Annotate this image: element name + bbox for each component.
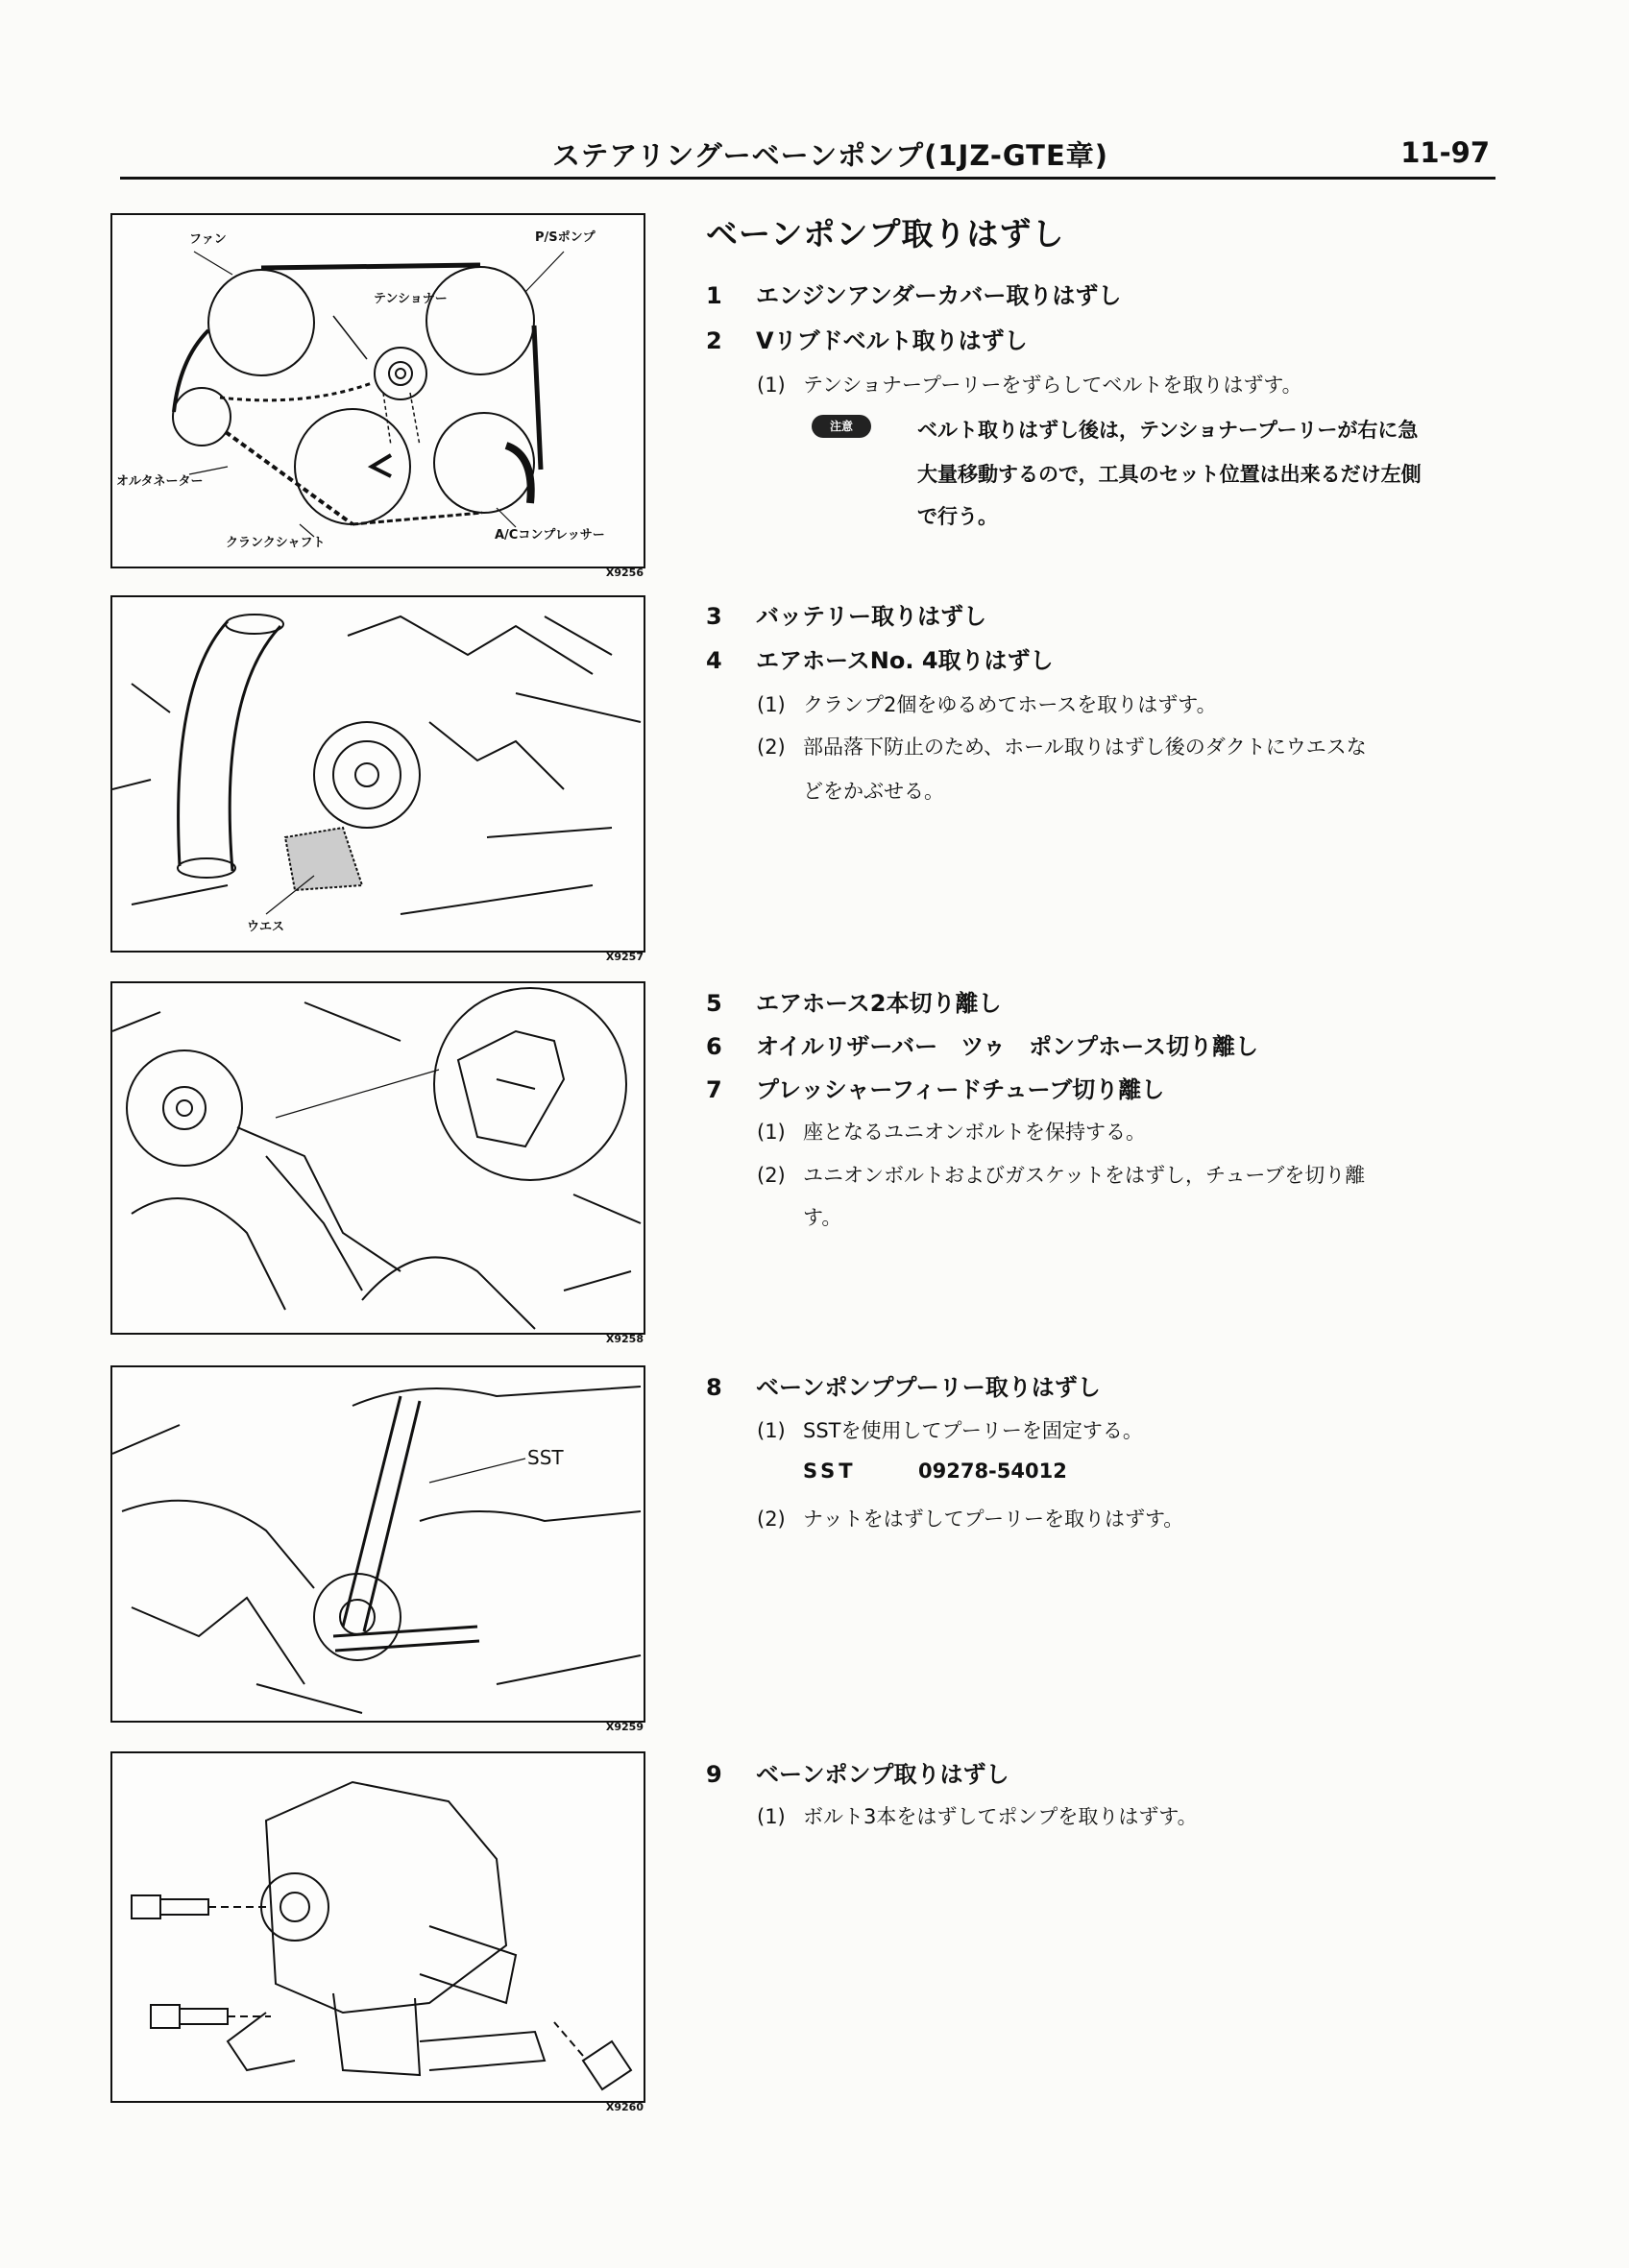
step-9 bbox=[706, 1755, 1009, 1789]
step-3 bbox=[706, 597, 986, 631]
caution-line-3: で行う。 bbox=[917, 505, 998, 528]
substep-number: (1) bbox=[757, 1805, 786, 1828]
step-text: バッテリー取りはずし bbox=[756, 603, 986, 630]
substep-8-2 bbox=[757, 1504, 1183, 1532]
figure-belt-routing bbox=[110, 213, 644, 580]
header-rule bbox=[120, 177, 1495, 180]
figure-frame bbox=[110, 595, 645, 953]
figure-frame bbox=[110, 1365, 645, 1723]
substep-8-1 bbox=[757, 1415, 1143, 1444]
caution-line-2: 大量移動するので，工具のセット位置は出来るだけ左側 bbox=[917, 463, 1422, 486]
figure-code: X9257 bbox=[605, 951, 644, 963]
step-number: 1 bbox=[706, 282, 722, 309]
page-header bbox=[120, 133, 1495, 181]
substep-text: クランプ2個をゆるめてホースを取りはずす。 bbox=[803, 693, 1217, 716]
substep-4-1 bbox=[757, 689, 1217, 718]
substep-number: (1) bbox=[757, 693, 786, 716]
section-title: ベーンポンプ取りはずし bbox=[706, 215, 1065, 253]
belt-routing-drawing bbox=[112, 215, 644, 567]
step-text: Vリブドベルト取りはずし bbox=[756, 327, 1028, 354]
sst-part-number: 09278-54012 bbox=[918, 1460, 1067, 1483]
substep-number: (2) bbox=[757, 1164, 786, 1187]
pump-removal-drawing bbox=[112, 1753, 644, 2101]
label-tensioner: テンショナー bbox=[374, 292, 448, 306]
substep-text: SSTを使用してプーリーを固定する。 bbox=[803, 1419, 1143, 1442]
substep-number: (2) bbox=[757, 736, 786, 759]
substep-number: (1) bbox=[757, 1419, 786, 1442]
step-text: エンジンアンダーカバー取りはずし bbox=[756, 282, 1122, 309]
figure-code: X9258 bbox=[605, 1333, 644, 1345]
air-hose-drawing bbox=[112, 597, 644, 951]
substep-7-2-continued: す。 bbox=[803, 1206, 842, 1229]
figure-code: X9256 bbox=[605, 567, 644, 579]
figure-air-hose bbox=[110, 595, 644, 965]
substep-2-1 bbox=[757, 370, 1302, 398]
step-text: ベーンポンププーリー取りはずし bbox=[756, 1374, 1101, 1401]
figure-pump-removal bbox=[110, 1751, 644, 2120]
step-text: オイルリザーバー ツゥ ポンプホース切り離し bbox=[756, 1033, 1258, 1060]
figure-frame bbox=[110, 213, 645, 568]
figure-code: X9259 bbox=[605, 1721, 644, 1733]
sst-line bbox=[803, 1460, 1067, 1483]
step-number: 7 bbox=[706, 1076, 722, 1103]
step-7 bbox=[706, 1071, 1164, 1104]
step-text: プレッシャーフィードチューブ切り離し bbox=[756, 1076, 1165, 1103]
substep-number: (2) bbox=[757, 1508, 786, 1531]
sst-label: SST bbox=[803, 1460, 857, 1483]
step-number: 5 bbox=[706, 990, 722, 1017]
substep-text: ボルト3本をはずしてポンプを取りはずす。 bbox=[803, 1805, 1198, 1828]
label-ac-compressor: A/Cコンプレッサー bbox=[495, 528, 605, 543]
substep-text: 座となるユニオンボルトを保持する。 bbox=[803, 1121, 1146, 1144]
figure-pulley-sst bbox=[110, 1365, 644, 1740]
step-5 bbox=[706, 984, 1002, 1018]
figure-frame bbox=[110, 981, 645, 1335]
substep-text: 部品落下防止のため、ホール取りはずし後のダクトにウエスな bbox=[803, 736, 1367, 759]
step-8 bbox=[706, 1368, 1101, 1402]
header-title: ステアリングーベーンポンプ(1JZ-GTE章) bbox=[552, 139, 1109, 172]
figure-pressure-tube bbox=[110, 981, 644, 1351]
step-2 bbox=[706, 322, 1028, 355]
step-number: 2 bbox=[706, 327, 722, 354]
step-number: 4 bbox=[706, 647, 722, 674]
step-number: 3 bbox=[706, 603, 722, 630]
label-waste: ウエス bbox=[247, 920, 285, 934]
substep-9-1 bbox=[757, 1801, 1198, 1830]
step-6 bbox=[706, 1027, 1258, 1061]
step-text: エアホースNo. 4取りはずし bbox=[756, 647, 1054, 674]
step-text: エアホース2本切り離し bbox=[756, 990, 1002, 1017]
step-number: 9 bbox=[706, 1761, 722, 1788]
substep-7-1 bbox=[757, 1117, 1146, 1146]
substep-text: テンショナープーリーをずらしてベルトを取りはずす。 bbox=[803, 374, 1302, 397]
label-fan: ファン bbox=[189, 232, 227, 247]
label-sst: SST bbox=[527, 1446, 564, 1469]
step-4 bbox=[706, 641, 1054, 675]
substep-text: ユニオンボルトおよびガスケットをはずし，チューブを切り離 bbox=[803, 1164, 1366, 1187]
substep-text: ナットをはずしてプーリーを取りはずす。 bbox=[803, 1508, 1184, 1531]
caution-line-1: ベルト取りはずし後は，テンショナープーリーが右に急 bbox=[917, 419, 1419, 442]
step-text: ベーンポンプ取りはずし bbox=[756, 1761, 1009, 1788]
substep-7-2 bbox=[757, 1160, 1365, 1189]
label-alternator: オルタネーター bbox=[116, 474, 204, 489]
pulley-sst-drawing bbox=[112, 1367, 644, 1721]
caution-badge: 注意 bbox=[812, 415, 871, 438]
figure-code: X9260 bbox=[605, 2101, 644, 2113]
pressure-tube-drawing bbox=[112, 983, 644, 1333]
step-1 bbox=[706, 277, 1121, 310]
substep-number: (1) bbox=[757, 1121, 786, 1144]
substep-4-2 bbox=[757, 732, 1367, 760]
substep-4-2-continued: どをかぶせる。 bbox=[803, 780, 944, 803]
figure-frame bbox=[110, 1751, 645, 2103]
label-ps-pump: P/Sポンプ bbox=[535, 230, 596, 245]
substep-number: (1) bbox=[757, 374, 786, 397]
step-number: 8 bbox=[706, 1374, 722, 1401]
step-number: 6 bbox=[706, 1033, 722, 1060]
label-crankshaft: クランクシャフト bbox=[226, 536, 326, 550]
page-number: 11-97 bbox=[1400, 136, 1490, 169]
